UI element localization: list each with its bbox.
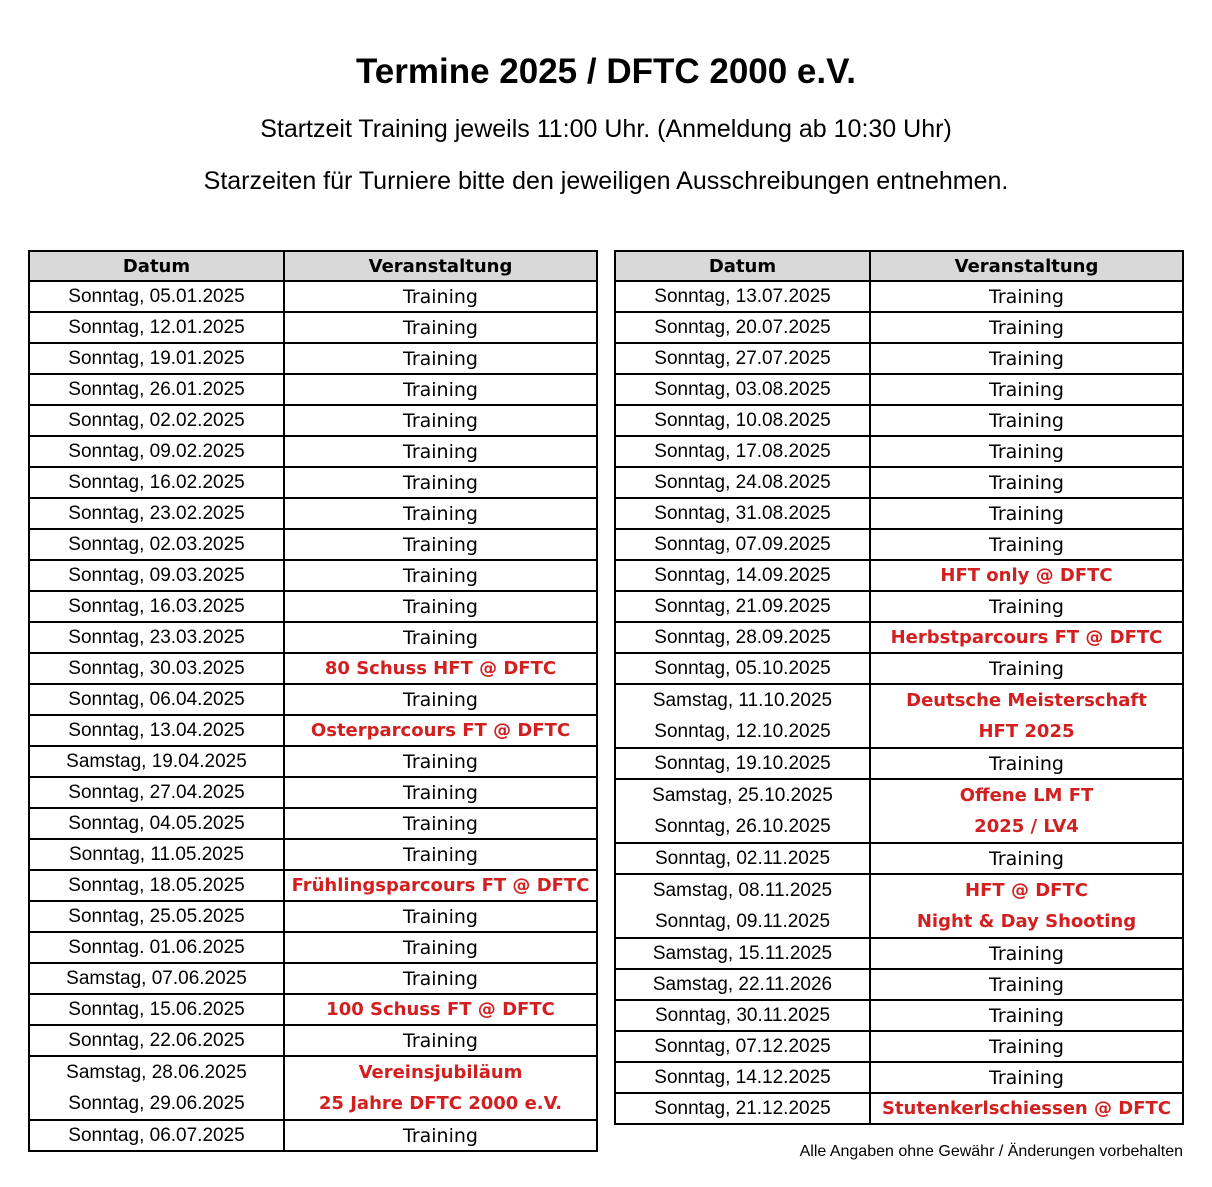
event-cell [284,1056,597,1120]
date-text: Sonntag, 05.01.2025 [68,285,245,307]
date-text: Sonntag, 14.12.2025 [654,1066,831,1088]
event-cell [870,374,1183,405]
event-text: Training [403,843,478,866]
date-cell [29,591,284,622]
event-cell [284,684,597,715]
event-text: Training [989,347,1064,370]
date-text: Sonntag, 23.03.2025 [68,626,245,648]
date-text: Sonntag, 17.08.2025 [654,440,831,462]
date-cell [29,1025,284,1056]
event-cell [284,963,597,994]
event-cell [284,901,597,932]
date-text: Sonntag, 09.02.2025 [68,440,245,462]
event-cell [870,843,1183,874]
event-cell [284,343,597,374]
disclaimer-footer: Alle Angaben ohne Gewähr / Änderungen vorbehalten [799,1143,1183,1160]
event-cell [870,343,1183,374]
event-cell [284,777,597,808]
event-text: Training [403,595,478,618]
event-cell [870,684,1183,748]
date-cell [29,343,284,374]
date-cell [29,1056,284,1120]
date-cell [615,343,870,374]
event-cell [870,591,1183,622]
table-row [615,622,1183,653]
event-cell [284,312,597,343]
schedule-table-right [614,250,1184,1125]
table-row [29,1025,597,1056]
date-cell [615,281,870,312]
date-cell [29,932,284,963]
date-text: Sonntag, 16.03.2025 [68,595,245,617]
date-text: Sonntag, 19.10.2025 [654,752,831,774]
event-text: HFT 2025 [978,721,1075,742]
date-text: Sonntag, 11.05.2025 [68,843,245,865]
event-text: Training [403,316,478,339]
table-row [615,529,1183,560]
date-cell [615,653,870,684]
event-text: Frühlingsparcours FT @ DFTC [291,875,590,896]
table-row [29,932,597,963]
table-row [615,1031,1183,1062]
table-row [615,498,1183,529]
event-text: Training [989,752,1064,775]
event-text: Training [989,471,1064,494]
date-text: Sonntag, 26.10.2025 [654,816,831,837]
event-text: Training [403,378,478,401]
table-row [29,498,597,529]
event-cell [870,874,1183,938]
date-cell [615,622,870,653]
table-header-row [615,251,1183,281]
date-cell [29,684,284,715]
table-row [29,560,597,591]
date-cell [615,498,870,529]
date-text: Sonntag, 29.06.2025 [68,1093,245,1114]
table-row [615,560,1183,591]
event-cell [284,1025,597,1056]
table-row [29,1120,597,1151]
table-row [29,808,597,839]
schedule-table-left [28,250,598,1152]
date-cell [29,808,284,839]
event-cell [284,994,597,1025]
table-row [29,436,597,467]
table-row [29,901,597,932]
date-cell [29,436,284,467]
date-text: Sonntag, 07.09.2025 [654,533,831,555]
event-cell [870,498,1183,529]
event-text: Training [403,626,478,649]
table-row [29,529,597,560]
date-cell [615,748,870,779]
table-row [615,312,1183,343]
table-row [29,777,597,808]
column-header-veranstaltung: Veranstaltung [870,251,1183,281]
event-cell [870,281,1183,312]
date-cell [29,653,284,684]
event-text: Training [989,316,1064,339]
column-header-datum: Datum [615,251,870,281]
date-cell [615,1062,870,1093]
date-cell [615,1031,870,1062]
event-text: Training [989,1035,1064,1058]
table-row [29,622,597,653]
event-text: Training [989,285,1064,308]
date-text: Sonntag, 03.08.2025 [654,378,831,400]
table-row [29,591,597,622]
table-row [615,653,1183,684]
event-cell [870,467,1183,498]
table-row [615,374,1183,405]
event-text: Stutenkerlschiessen @ DFTC [881,1098,1172,1119]
date-cell [615,436,870,467]
date-text: Sonntag, 09.03.2025 [68,564,245,586]
event-text: Training [989,595,1064,618]
date-cell [615,529,870,560]
date-text: Sonntag, 05.10.2025 [654,657,831,679]
event-cell [284,560,597,591]
date-cell [29,498,284,529]
table-row [29,715,597,746]
date-text: Sonntag, 23.02.2025 [68,502,245,524]
table-row [615,436,1183,467]
table-row [29,746,597,777]
date-cell [29,281,284,312]
date-cell [615,843,870,874]
event-text: Training [403,905,478,928]
date-text: Sonntag, 19.01.2025 [68,347,245,369]
date-text: Sonntag, 13.07.2025 [654,285,831,307]
date-text: Samstag, 28.06.2025 [66,1062,247,1083]
date-text: Sonntag, 09.11.2025 [654,911,831,932]
event-cell [284,591,597,622]
event-text: Training [989,502,1064,525]
date-cell [29,746,284,777]
date-text: Sonntag, 26.01.2025 [68,378,245,400]
table-row [29,1056,597,1120]
date-cell [29,963,284,994]
event-text: Offene LM FT [959,785,1094,806]
date-cell [29,529,284,560]
date-cell [29,312,284,343]
table-row [615,591,1183,622]
date-cell [29,467,284,498]
table-row [615,938,1183,969]
date-cell [615,591,870,622]
event-cell [870,1000,1183,1031]
date-text: Sonntag, 31.08.2025 [654,502,831,524]
table-row [29,963,597,994]
table-row [615,281,1183,312]
table-row [29,281,597,312]
table-row [615,343,1183,374]
date-text: Sonntag, 28.09.2025 [654,626,831,648]
event-text: Herbstparcours FT @ DFTC [890,627,1163,648]
date-text: Sonntag, 07.12.2025 [654,1035,831,1057]
table-row [615,874,1183,938]
date-cell [615,560,870,591]
event-text: Training [403,285,478,308]
event-text: Training [989,378,1064,401]
event-text: 80 Schuss HFT @ DFTC [324,658,557,679]
table-row [615,684,1183,748]
date-cell [29,777,284,808]
date-text: Sonntag, 02.02.2025 [68,409,245,431]
table-row [29,684,597,715]
event-cell [870,938,1183,969]
event-text: Training [403,502,478,525]
event-cell [870,312,1183,343]
event-cell [284,374,597,405]
event-text: Training [403,347,478,370]
event-text: Training [989,942,1064,965]
event-text: Osterparcours FT @ DFTC [310,720,571,741]
table-row [615,779,1183,843]
date-text: Sonntag, 16.02.2025 [68,471,245,493]
date-cell [615,969,870,1000]
event-cell [870,436,1183,467]
date-text: Sonntag, 18.05.2025 [68,874,245,896]
date-text: Sonntag, 24.08.2025 [654,471,831,493]
event-text: Vereinsjubiläum [358,1062,523,1083]
table-row [615,1062,1183,1093]
date-cell [29,715,284,746]
date-cell [615,684,870,748]
table-row [29,343,597,374]
event-text: Deutsche Meisterschaft [906,690,1147,711]
event-text: Training [403,471,478,494]
table-row [29,467,597,498]
date-cell [615,1093,870,1124]
date-cell [29,405,284,436]
event-cell [284,932,597,963]
date-text: Sonntag, 06.07.2025 [68,1124,245,1146]
date-text: Sonntag, 12.10.2025 [654,721,831,742]
date-text: Sonntag, 20.07.2025 [654,316,831,338]
event-cell [284,436,597,467]
date-text: Sonntag, 27.07.2025 [654,347,831,369]
date-text: Sonntag, 30.03.2025 [68,657,245,679]
date-cell [615,374,870,405]
date-text: Sonntag, 21.09.2025 [654,595,831,617]
event-text: Training [403,750,478,773]
date-cell [615,1000,870,1031]
training-start-note: Startzeit Training jeweils 11:00 Uhr. (Anmeldung ab 10:30 Uhr) [260,115,952,143]
date-text: Sonntag, 13.04.2025 [68,719,245,741]
event-text: Training [403,564,478,587]
event-cell [870,653,1183,684]
page-title: Termine 2025 / DFTC 2000 e.V. [356,52,856,91]
table-row [29,312,597,343]
event-text: Training [403,688,478,711]
date-cell [615,938,870,969]
event-text: Training [989,409,1064,432]
date-text: Sonntag, 27.04.2025 [68,781,245,803]
event-cell [870,529,1183,560]
date-cell [29,374,284,405]
table-row [615,843,1183,874]
date-text: Samstag, 15.11.2025 [652,942,833,964]
date-text: Sonntag, 02.11.2025 [654,847,831,869]
date-text: Samstag, 11.10.2025 [652,690,833,711]
date-cell [29,622,284,653]
event-text: Training [989,533,1064,556]
date-text: Sonntag, 10.08.2025 [654,409,831,431]
event-cell [284,746,597,777]
date-text: Sonntag, 25.05.2025 [68,905,245,927]
event-text: Training [989,973,1064,996]
event-cell [284,467,597,498]
event-text: Training [403,936,478,959]
event-text: 100 Schuss FT @ DFTC [326,999,555,1020]
table-row [615,405,1183,436]
date-cell [29,901,284,932]
date-text: Samstag, 22.11.2026 [652,973,833,995]
event-text: Training [403,440,478,463]
date-cell [615,779,870,843]
date-cell [615,405,870,436]
table-row [615,748,1183,779]
event-text: Night & Day Shooting [916,911,1137,932]
event-cell [284,622,597,653]
event-cell [284,498,597,529]
event-text: Training [989,657,1064,680]
table-row [29,374,597,405]
event-text: Training [989,1004,1064,1027]
date-text: Sonntag, 04.05.2025 [68,812,245,834]
column-header-veranstaltung: Veranstaltung [284,251,597,281]
event-cell [870,560,1183,591]
event-cell [870,748,1183,779]
date-cell [29,839,284,870]
date-text: Sonntag. 01.06.2025 [68,936,245,958]
table-row [29,405,597,436]
event-cell [870,1062,1183,1093]
date-text: Samstag, 08.11.2025 [652,880,833,901]
event-text: 2025 / LV4 [974,816,1079,837]
date-text: Sonntag, 14.09.2025 [654,564,831,586]
event-text: HFT @ DFTC [965,880,1088,901]
event-cell [284,1120,597,1151]
table-row [615,467,1183,498]
event-cell [284,808,597,839]
date-cell [29,560,284,591]
event-text: Training [989,1066,1064,1089]
event-cell [284,653,597,684]
date-cell [615,312,870,343]
event-cell [284,529,597,560]
tournament-start-note: Starzeiten für Turniere bitte den jeweiligen Ausschreibungen entnehmen. [203,167,1009,195]
event-cell [284,839,597,870]
table-row [29,653,597,684]
event-cell [870,622,1183,653]
date-cell [29,1120,284,1151]
date-text: Sonntag, 15.06.2025 [68,998,245,1020]
table-row [615,1093,1183,1124]
event-cell [870,1031,1183,1062]
date-text: Sonntag, 30.11.2025 [654,1004,831,1026]
event-cell [870,405,1183,436]
date-text: Sonntag, 12.01.2025 [68,316,245,338]
table-row [29,994,597,1025]
event-cell [284,281,597,312]
event-text: Training [403,812,478,835]
event-cell [284,405,597,436]
column-header-datum: Datum [29,251,284,281]
event-cell [870,969,1183,1000]
table-header-row [29,251,597,281]
date-text: Samstag, 19.04.2025 [66,750,247,772]
event-text: Training [989,847,1064,870]
date-text: Sonntag, 22.06.2025 [68,1029,245,1051]
date-cell [615,467,870,498]
event-text: Training [403,409,478,432]
table-row [29,870,597,901]
event-text: Training [403,1029,478,1052]
date-text: Sonntag, 06.04.2025 [68,688,245,710]
date-text: Sonntag, 21.12.2025 [654,1097,831,1119]
date-cell [615,874,870,938]
event-text: Training [403,781,478,804]
date-text: Sonntag, 02.03.2025 [68,533,245,555]
table-row [29,839,597,870]
event-cell [284,870,597,901]
date-cell [29,870,284,901]
event-text: HFT only @ DFTC [940,565,1113,586]
event-text: Training [403,967,478,990]
event-text: Training [403,533,478,556]
event-cell [870,1093,1183,1124]
date-text: Samstag, 25.10.2025 [652,785,833,806]
date-text: Samstag, 07.06.2025 [66,967,247,989]
event-text: 25 Jahre DFTC 2000 e.V. [318,1093,563,1114]
event-cell [870,779,1183,843]
table-row [615,1000,1183,1031]
table-row [615,969,1183,1000]
date-cell [29,994,284,1025]
event-cell [284,715,597,746]
event-text: Training [989,440,1064,463]
event-text: Training [403,1124,478,1147]
